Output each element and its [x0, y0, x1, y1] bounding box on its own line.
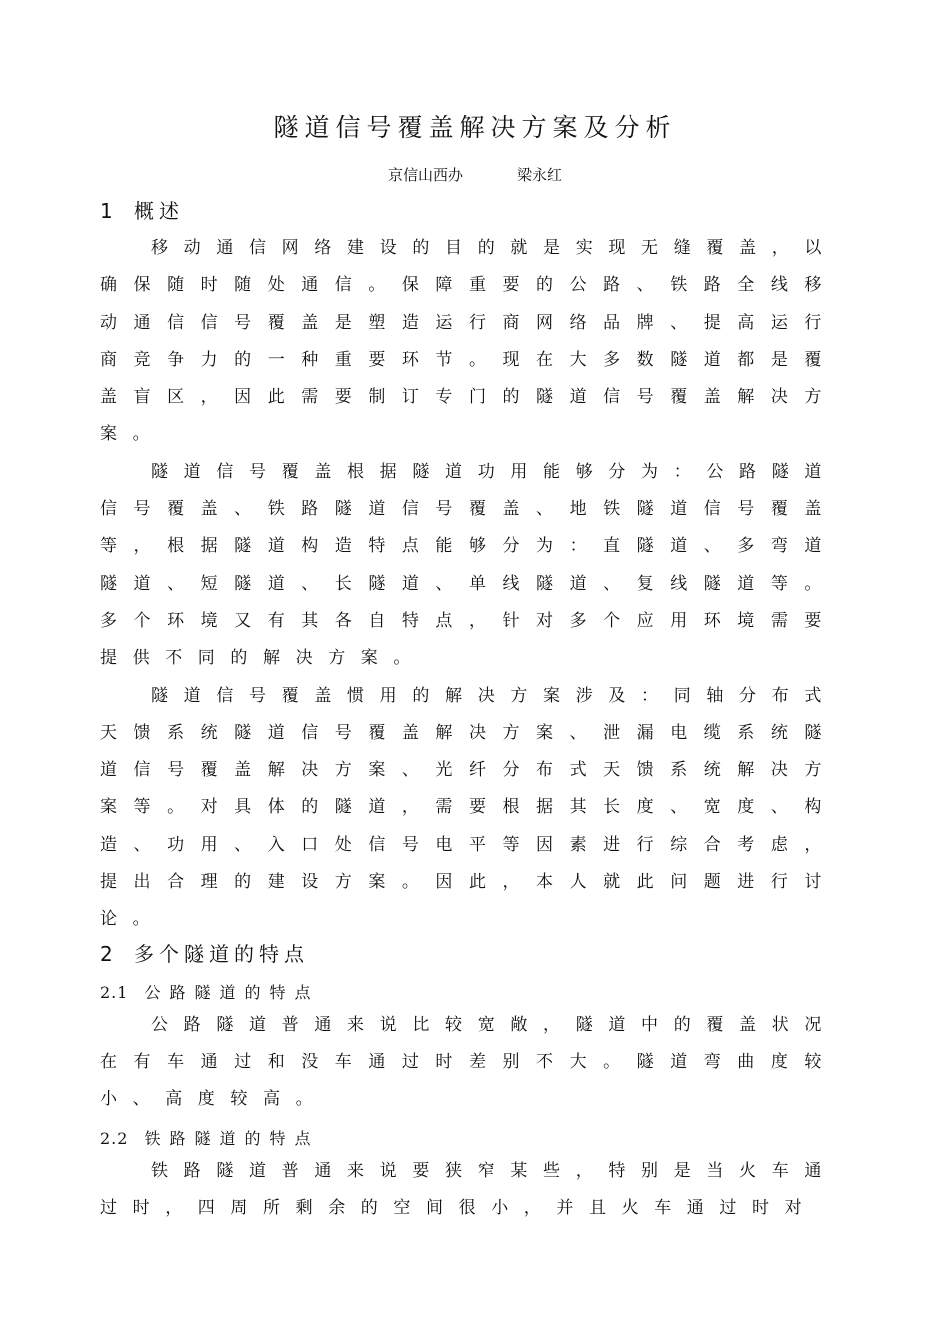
- paragraph: 移动通信网络建设的目的就是实现无缝覆盖，以确保随时随处通信。保障重要的公路、铁路全线移动通信信号覆盖是塑造运行商网络品牌、提高运行商竞争力的一种重要环节。现在大多数隧道都是覆盖盲区，因此需要制订专门的隧道信号覆盖解决方案。: [100, 238, 837, 445]
- paragraph: 隧道信号覆盖根据隧道功用能够分为：公路隧道信号覆盖、铁路隧道信号覆盖、地铁隧道信号覆盖等，根据隧道构造特点能够分为：直隧道、多弯道隧道、短隧道、长隧道、单线隧道、复线隧道等。多个环境又有其各自特点，针对多个应用环境需要提供不同的解决方案。: [100, 461, 837, 669]
- section-title: 多个隧道的特点: [134, 941, 309, 966]
- document-title: 隧道信号覆盖解决方案及分析: [273, 113, 677, 142]
- subsection-heading-2-1: [100, 973, 837, 1007]
- section-title: 概述: [134, 199, 184, 223]
- paragraph: 隧道信号覆盖惯用的解决方案涉及：同轴分布式天馈系统隧道信号覆盖解决方案、泄漏电缆系统隧道信号覆盖解决方案、光纤分布式天馈系统解决方案等。对具体的隧道，需要根据其长度、宽度、构造、功用、入口处信号电平等因素进行综合考虑，提出合理的建设方案。因此，本人就此问题进行讨论。: [100, 685, 837, 930]
- section-heading-2: [100, 939, 837, 973]
- section-number: 1: [100, 199, 118, 223]
- subsection-number: 2.1: [100, 982, 129, 1002]
- paragraph: 公路隧道普通来说比较宽敞，隧道中的覆盖状况在有车通过和没车通过时差别不大。隧道弯曲度较小、高度较高。: [100, 1014, 837, 1110]
- subsection-title: 铁路隧道的特点: [144, 1128, 320, 1148]
- document-body: [100, 196, 837, 1227]
- subsection-title: 公路隧道的特点: [144, 982, 320, 1002]
- section-heading-1: [100, 196, 837, 230]
- paragraph: 铁路隧道普通来说要狭窄某些，特别是当火车通过时，四周所剩余的空间很小，并且火车通过时对: [100, 1160, 837, 1218]
- subsection-heading-2-2: [100, 1119, 837, 1153]
- section-number: 2: [100, 941, 118, 966]
- organization-name: 京信山西办: [387, 166, 463, 184]
- subsection-number: 2.2: [100, 1128, 129, 1148]
- author-line: [0, 164, 950, 185]
- author-name: 梁永红: [517, 166, 563, 184]
